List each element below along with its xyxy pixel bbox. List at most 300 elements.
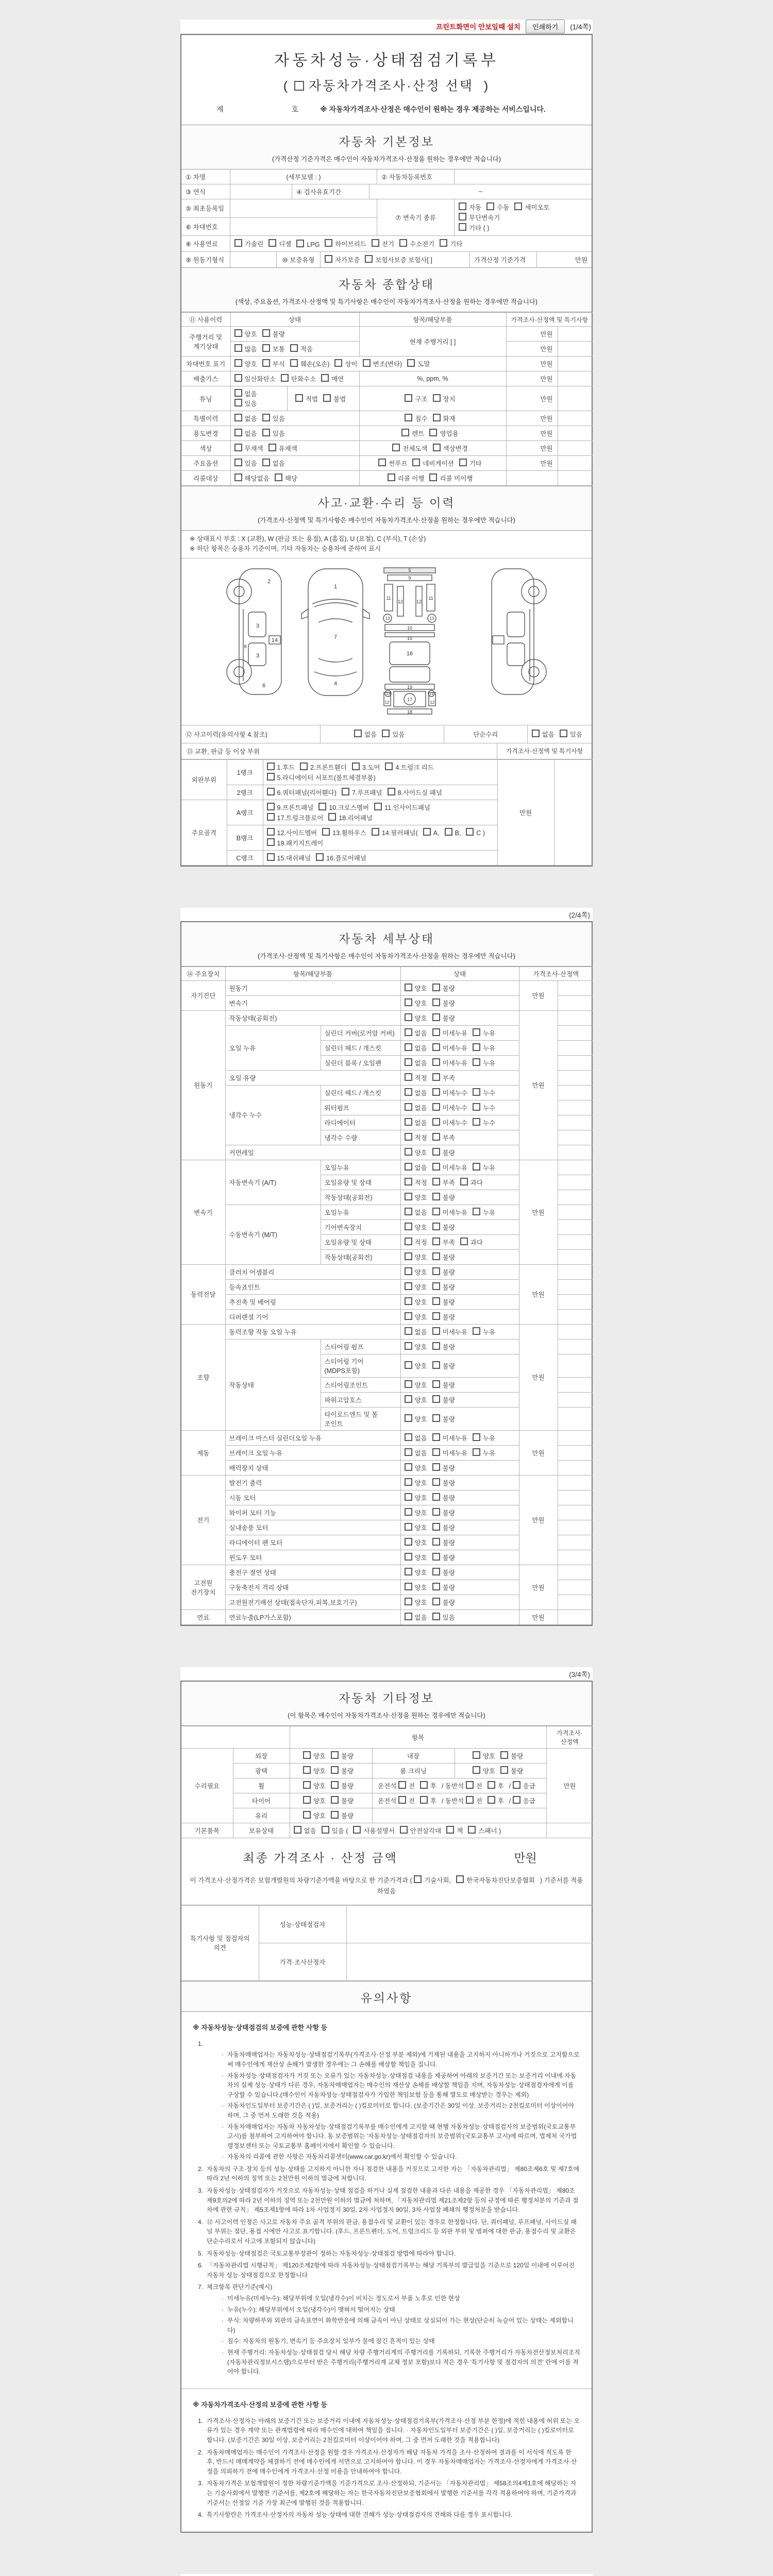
option-label: 전 [408, 1782, 415, 1790]
checkbox [473, 1448, 480, 1456]
option-label: 적정 [414, 1179, 427, 1187]
text-segment: / [509, 1782, 513, 1790]
option-label: 있음 [272, 430, 285, 437]
notes-bullet: · 자동차인도일부터 보증기간은 ( )일, 보증거리는 ( )킬로미터로 합니다. (보증기간은 30일 이상, 보증거리는 2천킬로미터 이상이어야 하며, 그 중 먼저 도래한 것을 적용) [222, 2102, 574, 2119]
checkbox [432, 1380, 440, 1388]
checkbox [405, 984, 412, 991]
table-row: 시동 모터 양호 불량 [181, 1490, 593, 1505]
checkbox [234, 473, 242, 481]
checkbox [473, 1058, 480, 1066]
checkbox [432, 1118, 440, 1126]
option-label: 기타 ( ) [469, 225, 490, 232]
option-label: 불량 [442, 1539, 455, 1547]
checkbox [500, 1751, 508, 1759]
checkbox [296, 240, 304, 247]
checkbox-option [460, 1238, 483, 1247]
checkbox [365, 255, 373, 263]
option-label: 누유 [482, 1164, 496, 1172]
table-row: 배력장치 상태 양호 불량 [181, 1460, 593, 1475]
checkbox-option [429, 429, 458, 438]
option-label: 부족 [442, 1074, 455, 1082]
checkbox-option [323, 394, 346, 403]
field-base-price-label: 가격산정 기준가격 [470, 252, 537, 267]
option-label: 누수 [482, 1104, 496, 1112]
doc-no-suffix: 호 [291, 105, 299, 113]
checkbox-option [433, 394, 456, 403]
checkbox-option [295, 394, 318, 403]
svg-text:12: 12 [416, 599, 422, 604]
option-label: 없음 [414, 1029, 427, 1037]
option-label: 양호 [414, 1014, 427, 1022]
option-label: 썬루프 [389, 460, 408, 467]
checkbox-option [267, 838, 324, 848]
option-label: 누수 [482, 1119, 496, 1127]
section-title: 자동차 기타정보 [339, 1691, 434, 1705]
table-header-row [181, 967, 593, 980]
checkbox [459, 213, 466, 221]
checkbox-option [433, 444, 468, 453]
checkbox-option [420, 1781, 436, 1790]
checkbox-option [325, 255, 360, 264]
checkbox [267, 803, 275, 810]
option-label: 누유 [482, 1328, 496, 1336]
checkbox [432, 1312, 440, 1320]
option-label: 양호 [414, 985, 427, 992]
option-label: 불량 [442, 1014, 455, 1022]
print-button[interactable]: 인쇄하기 [526, 20, 565, 33]
checkbox-option [388, 788, 442, 797]
checkbox-option [400, 1826, 441, 1835]
checkbox [405, 1493, 412, 1501]
checkbox [456, 1875, 464, 1883]
checkbox [405, 1163, 412, 1171]
field-warranty-options [321, 252, 470, 267]
option-label: 불량 [442, 1343, 455, 1351]
option-label: 없음 [244, 391, 257, 398]
exchange-area-label: ⑬ 교환, 판금 등 이상 부위 [187, 748, 260, 755]
option-label: 양호 [313, 1812, 326, 1820]
checkbox-option [459, 459, 482, 468]
checkbox [385, 762, 393, 770]
checkbox-option [405, 1395, 427, 1404]
option-label: 리콜 이행 [397, 475, 425, 482]
checkbox [432, 1414, 440, 1422]
appraiser-opinion-field [346, 1943, 593, 1980]
checkbox-option [432, 1163, 467, 1172]
checkbox [353, 1826, 361, 1834]
checkbox [432, 1133, 440, 1141]
checkbox [405, 1613, 412, 1620]
option-label: 전 [476, 1782, 482, 1790]
checkbox-option [331, 1796, 354, 1805]
checkbox [378, 459, 386, 466]
checkbox [322, 1826, 329, 1834]
checkbox [405, 1553, 412, 1561]
field-fuel-options [230, 236, 592, 251]
option-label: 무채색 [244, 445, 263, 452]
option-label: 미세누유 [442, 1434, 467, 1442]
checkbox-option [294, 76, 474, 94]
checkbox-option [405, 1043, 427, 1053]
checkbox-option [328, 813, 373, 822]
option-label: 양호 [414, 1464, 427, 1472]
checkbox-option [234, 359, 257, 368]
svg-text:13: 13 [385, 616, 390, 621]
option-label: 매연 [331, 376, 344, 383]
table-row: 가격·조사산정자 [181, 1943, 593, 1980]
option-label: 양호 [414, 1509, 427, 1517]
table-row: 와이퍼 모터 기능 양호 불량 [181, 1505, 593, 1520]
option-label: 6.쿼터패널(리어휀다) [277, 789, 337, 796]
checkbox-option [473, 1448, 495, 1458]
simple-repair-label: 단순수리 [444, 725, 528, 743]
option-label: 5.라디에이터 서포트(볼트체결부품) [277, 774, 376, 782]
checkbox [432, 1058, 440, 1066]
text-segment: 이 가격조사·산정가격은 보험개발원의 차량기준가액을 바탕으로 한 기준가격과 ( [190, 1876, 414, 1884]
checkbox-option [432, 1448, 467, 1458]
table-row: 기본품목 보유상태 없음 있음 ( 사용설명서 안전삼각대 잭 스패너 ) [181, 1823, 593, 1838]
checkbox-option [290, 344, 313, 353]
option-label: 없음 [414, 1328, 427, 1336]
notes-bullet: · 자동차의 리콜에 관한 사항은 자동차리콜센터(www.car.go.kr)에서 확인할 수 있습니다. [222, 2153, 457, 2161]
option-label: 해당없음 [244, 475, 270, 482]
checkbox [405, 1223, 412, 1230]
checkbox [473, 1088, 480, 1096]
table-row: 구동축전지 격리 상태 양호 불량 [181, 1580, 593, 1595]
table-row: 리콜대상 해당없음 해당 리콜 이행 리콜 미이행 [181, 471, 593, 486]
section-overall-condition [181, 267, 592, 312]
option-label: 양호 [414, 1343, 427, 1351]
option-label: 렌트 [412, 430, 425, 437]
option-label: 색상변경 [443, 445, 468, 452]
checkbox-option [432, 1508, 455, 1517]
checkbox-option [303, 1766, 326, 1775]
checkbox-option [262, 414, 285, 423]
option-label: 양호 [414, 1149, 427, 1157]
checkbox-option [300, 762, 347, 772]
table-row: 오일유량 및 상태 적정 부족 과다 [181, 1175, 593, 1190]
checkbox [446, 1826, 454, 1834]
checkbox [405, 998, 412, 1006]
checkbox [290, 344, 298, 352]
checkbox-option [432, 1073, 455, 1082]
option-label: 잭 [457, 1827, 463, 1835]
checkbox-option [514, 202, 549, 212]
checkbox [318, 803, 326, 810]
checkbox [382, 730, 390, 737]
checkbox [432, 1538, 440, 1546]
checkbox-option [473, 1118, 495, 1127]
checkbox-option [321, 374, 344, 383]
price-basis-line [181, 1873, 592, 1905]
legend-line-2: ※ 하단 항목은 승용차 기준이며, 기타 자동차는 승용차에 준하여 표시 [190, 545, 381, 553]
checkbox-option [234, 473, 270, 483]
checkbox-option [405, 1508, 427, 1517]
checkbox [432, 1252, 440, 1260]
svg-text:11: 11 [386, 595, 391, 601]
svg-text:4: 4 [333, 680, 338, 687]
option-label: 양호 [414, 1298, 427, 1306]
section-basic-info [181, 125, 592, 170]
checkbox-option [445, 828, 461, 837]
checkbox-option [268, 444, 297, 453]
field-base-price-unit: 만원 [575, 257, 587, 264]
option-label: 19.패키지트레이 [277, 839, 324, 847]
checkbox-option [500, 1751, 523, 1760]
checkbox-option [331, 1751, 354, 1760]
option-label: 수소전기 [409, 241, 435, 248]
option-label: 네비게이션 [423, 460, 454, 467]
checkbox-option [432, 1013, 455, 1023]
option-label: 양호 [313, 1767, 326, 1775]
checkbox-option [432, 1523, 455, 1532]
option-label: 8.사이드실 패널 [397, 789, 442, 796]
checkbox [432, 1568, 440, 1575]
checkbox-option [407, 359, 430, 368]
table-row: 워터펌프 없음 미세누수 누수 [181, 1100, 593, 1115]
option-label: 없음 [414, 1044, 427, 1052]
text-segment: / [509, 1797, 513, 1805]
option-label: 양호 [414, 1599, 427, 1606]
checkbox-option [267, 773, 376, 782]
option-label: 양호 [414, 1554, 427, 1562]
svg-text:16: 16 [406, 650, 413, 657]
table-row: 윈도우 모터 양호 불량 [181, 1550, 593, 1565]
checkbox [473, 1433, 480, 1441]
checkbox-option [405, 1058, 427, 1067]
checkbox-option [398, 1781, 415, 1790]
checkbox [432, 1598, 440, 1605]
checkbox [432, 1178, 440, 1185]
checkbox [466, 1796, 474, 1804]
checkbox [405, 1448, 412, 1456]
checkbox [466, 828, 474, 836]
checkbox [432, 1523, 440, 1531]
checkbox [303, 1811, 311, 1819]
option-label: 불량 [442, 1479, 455, 1487]
checkbox [560, 730, 567, 737]
checkbox [459, 223, 466, 231]
checkbox [440, 239, 447, 247]
section-title: 자동차 세부상태 [339, 931, 434, 945]
option-label: 화재 [443, 415, 456, 422]
checkbox [473, 1327, 480, 1335]
checkbox [262, 359, 270, 367]
option-label: 18.리어패널 [339, 814, 373, 822]
checkbox-option [432, 1414, 455, 1423]
checkbox-option [405, 1178, 427, 1187]
damage-code-legend [181, 531, 592, 558]
checkbox [234, 344, 242, 352]
checkbox-option [281, 374, 316, 383]
field-year-label: ③ 연식 [181, 184, 230, 199]
checkbox [328, 813, 336, 821]
checkbox-option [459, 223, 489, 232]
checkbox [303, 1751, 311, 1759]
table-row: 연료 연료누출(LP가스포함) 없음 있음 만원 [181, 1609, 593, 1624]
checkbox-option [405, 1208, 427, 1217]
option-label: 없음 [414, 1434, 427, 1442]
accident-history-options [321, 725, 444, 743]
option-label: 불량 [442, 1494, 455, 1502]
svg-text:13: 13 [429, 616, 434, 621]
checkbox-option [234, 389, 278, 398]
svg-text:17: 17 [407, 697, 413, 702]
svg-text:8: 8 [244, 643, 247, 649]
checkbox [420, 1796, 428, 1804]
svg-text:12: 12 [397, 599, 404, 604]
option-label: 양호 [414, 1524, 427, 1532]
text-segment: ) [478, 79, 490, 93]
option-label: 양호 [414, 1584, 427, 1591]
checkbox [294, 1826, 301, 1834]
option-label: 1.후드 [277, 764, 295, 771]
checkbox [234, 389, 242, 397]
field-vin-label: ⑥ 차대번호 [181, 218, 230, 236]
checkbox-option [432, 1043, 467, 1053]
checkbox [295, 394, 303, 402]
checkbox [405, 1414, 412, 1422]
checkbox [321, 374, 329, 382]
checkbox-option [234, 444, 263, 453]
checkbox-option [429, 473, 473, 483]
checkbox-option [405, 998, 427, 1008]
svg-text:15: 15 [407, 635, 413, 641]
checkbox [405, 1568, 412, 1575]
table-row: 냉각수 누수 실린더 헤드 / 개스킷 없음 미세누수 누수 [181, 1085, 593, 1100]
checkbox-option [303, 1781, 326, 1790]
option-label: 양호 [482, 1767, 495, 1775]
table-row: 휠 양호 불량 운전석 전 후 / 동반석 전 후 / 응급 [181, 1778, 593, 1793]
checkbox-option [303, 1811, 326, 1820]
checkbox-option [392, 444, 427, 453]
checkbox-option [473, 1751, 495, 1760]
checkbox [429, 473, 437, 481]
col-item: 항목/해당부품 [225, 967, 400, 980]
option-label: 있음 [442, 1614, 455, 1621]
option-label: 영업용 [440, 430, 459, 437]
table-row: 스티어링조인트 양호 불량 [181, 1377, 593, 1392]
checkbox [267, 762, 275, 770]
option-label: 변조(변타) [373, 361, 402, 368]
checkbox-option [432, 1193, 455, 1202]
checkbox-option [275, 473, 297, 483]
notes-item: 1. · 자동차매매업자는 자동차성능·상태점검기록부(가격조사·산정 부분 제외)에 기재된 내용을 고지하지 아니하거나 거짓으로 고지함으로써 매수인에게 재산상 손해가 발생한 경우에는 그 손해를 배상할 책임을 집니다. · 자동차성능·상태점검자가 거짓 또는 오류가 있는 자동차성능·상태점검 내용을 제공하여 아래의 보증기간 또는 보증거리 이내에 자동차의 실제 성능·상태가 다른 경우, 자동차매매업자는 매수인의 재산상 손해를 배상할 책임을 지며, 자동차성능·상태점검자에게 이를 구상할 수 있습니다.(매수인이 자동차성능·상태점검자가 가입한 책임보험 등을 통해 별도로 배상받는 경우는 제외) · 자동차인도일부터 보증기간은 ( )일, 보증거리는 ( )킬로미터로 합니다. (보증기간은 30일 이상, 보증거리는 2천킬로미터 이상이어야 하며, 그 중 먼저 도래한 것을 적용) · 자동차매매업자는 자동차 자동차성능·상태점검기록부를 매수인에게 고지할 때 현행 자동차성능·상태점검자의 보증범위(국토교통부 고시)를 첨부하여 고지하여야 합니다. 동 보증범위는 '자동차성능·상태점검자의 보증범위'(국토교통부 고시)에 따르며, 법제처 국가법령정보센터 또는 국토교통부 홈페이지에서 확인할 수 있습니다. · 자동차의 리콜에 관한 사항은 자동차리콜센터(www.car.go.kr)에서 확인할 수 있습니다. [193, 2039, 580, 2162]
checkbox-option [405, 1297, 427, 1307]
table-row: 스티어링 기어(MDPS포함) 양호 불량 [181, 1354, 593, 1377]
option-label: 적법 [305, 395, 318, 403]
document-subtitle [181, 75, 592, 95]
checkbox-option [267, 788, 337, 797]
text-segment: ) 기준서를 적용하였음 [377, 1876, 583, 1895]
checkbox [372, 828, 379, 836]
checkbox-option [399, 239, 434, 248]
checkbox-option [473, 1433, 495, 1443]
field-inspection-period-label: ④ 검사유효기간 [292, 184, 369, 199]
table-row: 작동상태 스티어링 펌프 양호 불량 [181, 1339, 593, 1354]
checkbox-option [378, 459, 407, 468]
checkbox [303, 1781, 311, 1789]
checkbox-option [234, 344, 257, 353]
checkbox-option [334, 359, 357, 368]
checkbox-option [432, 1433, 467, 1443]
checkbox-option [532, 730, 554, 739]
checkbox [325, 255, 332, 263]
option-label: 불량 [442, 1509, 455, 1517]
checkbox [432, 1073, 440, 1081]
option-label: 불량 [341, 1797, 354, 1805]
option-label: B, [455, 829, 461, 837]
inspector-opinion-field [346, 1905, 593, 1943]
checkbox-option [500, 1766, 523, 1775]
option-label: 있음 [569, 731, 582, 738]
option-label: 불량 [442, 1313, 455, 1321]
checkbox [433, 414, 441, 421]
option-label: 후 [430, 1797, 436, 1805]
checkbox [354, 730, 362, 737]
section-subtitle: (가격조사·산정액 및 특기사항은 매수인이 자동차가격조사·산정을 원하는 경우에만 적습니다) [258, 517, 515, 524]
checkbox [331, 1781, 339, 1789]
option-label: 없음 [414, 1104, 427, 1112]
checkbox-option [513, 1781, 535, 1790]
simple-repair-options [528, 725, 592, 743]
checkbox-option [432, 1342, 455, 1351]
checkbox [405, 1028, 412, 1036]
checkbox [303, 1796, 311, 1804]
checkbox-option [432, 1380, 455, 1389]
field-reg-no-label: ② 자동차등록번호 [377, 170, 455, 184]
notes-item: 1. 가격조사·산정자는 아래의 보증기간 또는 보증거리 이내에 자동차성능·상태점검기록부(가격조사·산정 부분 한정)에 적힌 내용에 허위 또는 오류가 있는 경우 계약 또는 관계법령에 따라 매수인에 대하여 책임을 집니다. · 자동차인도일부터 보증기간은 ( )일, 보증거리는 ( )킬로미터로 합니다. (보증기간은 30일 이상, 보증거리는 2천킬로미터 이상이어야 하며, 그 중 먼저 도래한 것을 적용합니다) [197, 2417, 580, 2444]
checkbox [405, 1013, 412, 1021]
checkbox [331, 1766, 339, 1774]
checkbox-option [354, 730, 377, 739]
checkbox-option [432, 1178, 455, 1187]
option-label: 안전삼각대 [410, 1827, 442, 1835]
checkbox [432, 1327, 440, 1335]
checkbox [268, 444, 276, 451]
table-row: C랭크 15.대쉬패널 16.플로어패널 [181, 850, 593, 865]
table-row: 타이어 양호 불량 운전석 전 후 / 동반석 전 후 / 응급 [181, 1793, 593, 1808]
option-label: 4.트렁크 리드 [395, 764, 434, 771]
svg-text:7: 7 [333, 634, 338, 640]
final-price-unit: 만원 [514, 1851, 537, 1865]
checkbox-option [365, 255, 432, 264]
checkbox-option [466, 1781, 482, 1790]
checkbox [234, 414, 242, 421]
rank-table [181, 759, 593, 866]
checkbox-option [234, 414, 257, 423]
checkbox-option [262, 359, 285, 368]
notes-item: 4. ⑫ 사고이력 인정은 사고로 자동차 주요 골격 부위의 판금, 용접수리 및 교환이 있는 경우로 한정합니다. 단, 쿼터패널, 루프패널, 사이드실 패널 부위는 절단, 용접 시에만 사고로 표기합니다. (후드, 프론트펜더, 도어, 트렁크리드 등 외판 부위 및 범퍼에 대한 판금, 용접수리 및 교환은 단순수리로서 사고에 포함되지 않습니다) [197, 2218, 577, 2245]
option-label: 미세누수 [442, 1104, 467, 1112]
option-label: 없음 [244, 415, 257, 422]
svg-text:1: 1 [333, 583, 338, 590]
option-label: 불량 [511, 1767, 524, 1775]
checkbox [432, 1493, 440, 1501]
table-row: 많음 보통 적음 만원 [181, 342, 593, 357]
field-fuel-label: ⑧ 사용연료 [181, 236, 230, 251]
option-label: 미세누유 [442, 1059, 467, 1067]
checkbox [405, 1282, 412, 1290]
checkbox-option [325, 239, 366, 248]
checkbox-option [486, 202, 509, 212]
option-label: 세미오토 [525, 204, 550, 211]
table-row: 튜닝 없음 있음 적법 불법 구조 장치 만원 [181, 386, 593, 411]
checkbox-option [405, 1342, 427, 1351]
checkbox-option [405, 1361, 427, 1370]
checkbox-option [405, 1103, 427, 1112]
option-label: 불량 [442, 1298, 455, 1306]
